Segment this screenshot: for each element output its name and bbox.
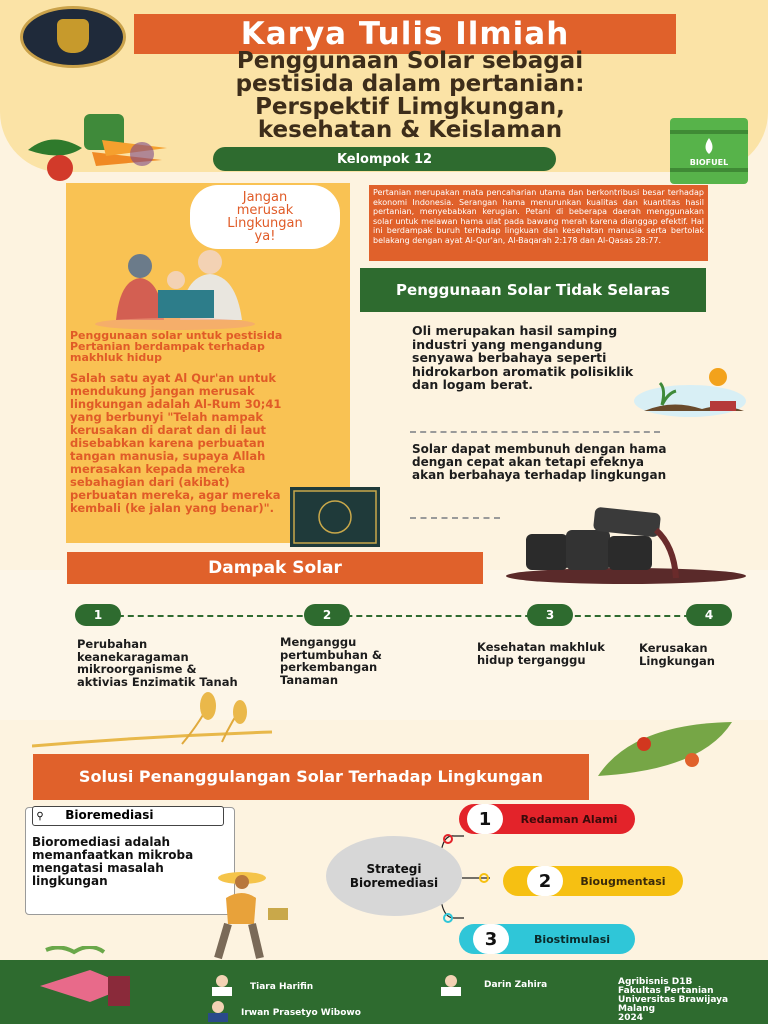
step-number-4: 4 xyxy=(686,604,732,626)
speech-bubble: Jangan merusak Lingkungan ya! xyxy=(190,185,340,249)
vegetables-illustration xyxy=(22,110,172,182)
person-avatar-icon xyxy=(203,1000,233,1022)
divider xyxy=(410,431,660,433)
panel-impact-text: Penggunaan solar untuk pestisida Pertanian berdampak terhadap makhluk hidup xyxy=(70,329,283,364)
quran-book-icon xyxy=(288,485,382,549)
strategy-item-3: 3 Biostimulasi xyxy=(459,924,635,954)
quran-stand-illustration xyxy=(30,946,140,1012)
wheat-illustration xyxy=(32,690,278,750)
step-text-3: Kesehatan makhluk hidup terganggu xyxy=(477,640,605,667)
person-avatar-icon xyxy=(207,974,237,996)
page-title: Karya Tulis Ilmiah xyxy=(134,14,676,54)
page-subtitle: Penggunaan Solar sebagai pestisida dalam pertanian: Perspektif Limgkungan, kesehatan & Keislaman xyxy=(235,48,585,143)
intro-paragraph: Pertanian merupakan mata pencaharian utama dan berkontribusi besar terhadap ekonomi Indonesia. Serangan hama menurunkan kualitas dan kuantitas hasil pertanian, menyebabkan kerugian. Petani di beberapa daerah menggunakan solar untuk melawan hama ulat pada bawang merah karena dianggap efektif. Hal ini berdampak buruh terhadap lingkuan dan kesehatan manusia serta bertolak belakang dengan ayat Al-Qur'an, Al-Baqarah 2:178 dan Al-Qasas 28:77. xyxy=(369,185,708,261)
divider xyxy=(410,517,500,519)
family-reading-illustration xyxy=(80,250,270,330)
institution-info: Agribisnis D1B Fakultas Pertanian Universitas Brawijaya Malang 2024 xyxy=(618,977,729,1023)
section-title-penggunaan: Penggunaan Solar Tidak Selaras xyxy=(360,268,706,312)
search-icon: ⚲ xyxy=(36,811,44,822)
step-text-2: Menganggu pertumbuhan & perkembangan Tanaman xyxy=(280,635,382,687)
leaf-bug-illustration xyxy=(592,720,738,784)
timeline-line xyxy=(98,615,710,617)
member-name-2: Darin Zahira xyxy=(484,980,548,990)
member-name-1: Tiara Harifin xyxy=(250,982,314,992)
section-title-solusi: Solusi Penanggulangan Solar Terhadap Lingkungan xyxy=(33,754,589,800)
bioremediasi-header: ⚲ Bioremediasi xyxy=(32,806,224,826)
step-number-3: 3 xyxy=(527,604,573,626)
step-number-1: 1 xyxy=(75,604,121,626)
step-number-2: 2 xyxy=(304,604,350,626)
farmer-illustration xyxy=(198,868,308,960)
panel-quran-verse-text: Salah satu ayat Al Qur'an untuk mendukung jangan merusak lingkungan adalah Al-Rum 30;41 yang berbunyi "Telah nampak kerusakan di darat dan di laut disebabkan karena perbuatan tangan manusia, supaya Allah merasakan kepada mereka sebahagian dari (akibat) perbuatan mereka, agar mereka kembali (ke jalan yang benar)". xyxy=(70,371,282,515)
group-label: Kelompok 12 xyxy=(213,147,556,171)
biofuel-canister-icon xyxy=(666,114,752,186)
strategy-item-2: 2 Biougmentasi xyxy=(503,866,683,896)
university-logo xyxy=(20,6,126,68)
member-name-3: Irwan Prasetyo Wibowo xyxy=(241,1008,361,1018)
step-text-4: Kerusakan Lingkungan xyxy=(639,641,715,668)
oil-barrels-illustration xyxy=(506,506,746,586)
step-text-1: Perubahan keanekaragaman mikroorganisme & aktivias Enzimatik Tanah xyxy=(77,637,238,689)
plant-soil-illustration xyxy=(632,365,748,417)
person-avatar-icon xyxy=(436,974,466,996)
section-title-dampak: Dampak Solar xyxy=(67,552,483,584)
strategy-circle: Strategi Bioremediasi xyxy=(326,836,462,916)
oli-text: Oli merupakan hasil samping industri yang mengandung senyawa berbahaya seperti hidrokarbon aromatik polisiklik dan logam berat. xyxy=(412,323,634,392)
strategy-item-1: 1 Redaman Alami xyxy=(459,804,635,834)
solar-text: Solar dapat membunuh dengan hama dengan cepat akan tetapi efeknya akan berbahaya terhadap lingkungan xyxy=(412,442,667,482)
svg-text:BIOFUEL: BIOFUEL xyxy=(689,158,729,167)
bioremediasi-definition: Bioromediasi adalah memanfaatkan mikroba mengatasi masalah lingkungan xyxy=(32,835,194,888)
